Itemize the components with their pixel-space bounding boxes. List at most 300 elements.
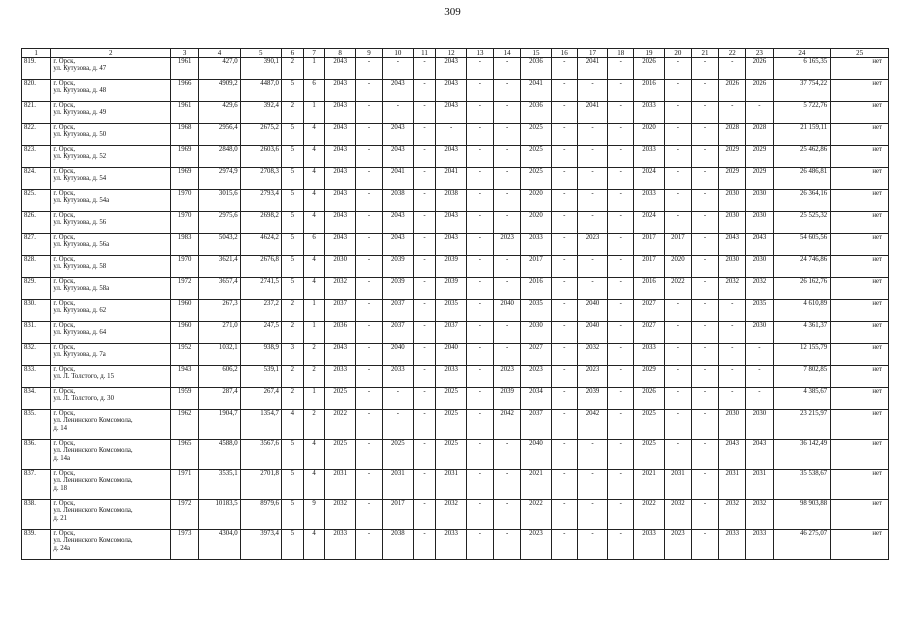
address-line: ул. Кутузова, д. 56 — [53, 219, 107, 227]
cell-col-11: - — [413, 102, 436, 124]
cell-col-22: 2032 — [719, 500, 746, 530]
cell-col-19: 2026 — [634, 58, 664, 80]
column-header-3: 3 — [171, 49, 199, 58]
row-number: 835. — [22, 410, 51, 440]
address-cell — [51, 168, 171, 190]
address-line: г. Орск, — [53, 124, 76, 131]
cell-col-25: нет — [831, 102, 889, 124]
cell-col-10: 2039 — [383, 256, 413, 278]
cell-col-6: 2 — [281, 322, 303, 344]
cell-col-23: 2030 — [746, 212, 773, 234]
address-cell — [51, 300, 171, 322]
cell-col-24: 36 142,49 — [773, 440, 831, 470]
column-header-23: 23 — [746, 49, 773, 58]
address-line: ул. Л. Толстого, д. 15 — [53, 373, 114, 381]
cell-col-13: - — [466, 234, 493, 256]
cell-col-23: 2043 — [746, 440, 773, 470]
address-line: г. Орск, — [53, 300, 76, 307]
cell-col-24: 4 385,67 — [773, 388, 831, 410]
cell-col-18: - — [608, 58, 634, 80]
cell-col-15: 2016 — [521, 278, 551, 300]
cell-col-15: 2037 — [521, 410, 551, 440]
cell-col-22: 2032 — [719, 278, 746, 300]
column-header-7: 7 — [303, 49, 325, 58]
cell-col-13: - — [466, 388, 493, 410]
cell-col-11: - — [413, 322, 436, 344]
cell-col-16: - — [551, 234, 577, 256]
cell-col-25: нет — [831, 410, 889, 440]
cell-col-14: - — [494, 190, 521, 212]
cell-col-3: 1971 — [171, 470, 199, 500]
cell-col-11: - — [413, 58, 436, 80]
cell-col-7: 2 — [303, 366, 325, 388]
cell-col-20: - — [664, 146, 691, 168]
address-line: г. Орск, — [53, 234, 76, 241]
address-line: ул. Кутузова, д. 54 — [53, 175, 107, 183]
cell-col-7: 1 — [303, 300, 325, 322]
address-cell — [51, 80, 171, 102]
cell-col-15: 2020 — [521, 212, 551, 234]
row-number: 832. — [22, 344, 51, 366]
cell-col-7: 4 — [303, 168, 325, 190]
cell-col-4: 2975,6 — [199, 212, 240, 234]
cell-col-10: 2043 — [383, 212, 413, 234]
cell-col-19: 2017 — [634, 256, 664, 278]
table-row — [22, 388, 889, 410]
cell-col-19: 2033 — [634, 344, 664, 366]
cell-col-6: 5 — [281, 256, 303, 278]
cell-col-19: 2016 — [634, 80, 664, 102]
cell-col-4: 427,0 — [199, 58, 240, 80]
column-header-16: 16 — [551, 49, 577, 58]
cell-col-10: 2043 — [383, 80, 413, 102]
cell-col-18: - — [608, 440, 634, 470]
cell-col-8: 2032 — [325, 500, 355, 530]
cell-col-8: 2022 — [325, 410, 355, 440]
address-line: ул. Кутузова, д. 58а — [53, 285, 110, 293]
cell-col-3: 1973 — [171, 530, 199, 560]
column-header-9: 9 — [355, 49, 382, 58]
cell-col-21: - — [691, 58, 718, 80]
cell-col-8: 2025 — [325, 440, 355, 470]
address-line: д. 21 — [53, 514, 68, 522]
cell-col-6: 2 — [281, 388, 303, 410]
cell-col-21: - — [691, 278, 718, 300]
cell-col-21: - — [691, 212, 718, 234]
cell-col-7: 2 — [303, 410, 325, 440]
cell-col-7: 6 — [303, 80, 325, 102]
cell-col-12: 2039 — [436, 278, 466, 300]
cell-col-24: 25 462,86 — [773, 146, 831, 168]
cell-col-25: нет — [831, 530, 889, 560]
cell-col-21: - — [691, 470, 718, 500]
cell-col-9: - — [355, 212, 382, 234]
column-header-20: 20 — [664, 49, 691, 58]
address-line: г. Орск, — [53, 440, 76, 447]
cell-col-4: 3621,4 — [199, 256, 240, 278]
cell-col-11: - — [413, 388, 436, 410]
cell-col-15: 2020 — [521, 190, 551, 212]
cell-col-11: - — [413, 256, 436, 278]
address-line: г. Орск, — [53, 278, 76, 285]
address-line: г. Орск, — [53, 344, 76, 351]
cell-col-4: 2974,9 — [199, 168, 240, 190]
cell-col-17: - — [577, 500, 607, 530]
column-header-17: 17 — [577, 49, 607, 58]
table-row — [22, 80, 889, 102]
cell-col-20: - — [664, 322, 691, 344]
cell-col-8: 2043 — [325, 190, 355, 212]
cell-col-21: - — [691, 80, 718, 102]
cell-col-13: - — [466, 322, 493, 344]
cell-col-16: - — [551, 322, 577, 344]
cell-col-6: 5 — [281, 278, 303, 300]
cell-col-25: нет — [831, 256, 889, 278]
cell-col-19: 2027 — [634, 300, 664, 322]
address-line: г. Орск, — [53, 322, 76, 329]
cell-col-8: 2031 — [325, 470, 355, 500]
cell-col-18: - — [608, 388, 634, 410]
cell-col-6: 5 — [281, 124, 303, 146]
cell-col-15: 2017 — [521, 256, 551, 278]
cell-col-20: 2023 — [664, 530, 691, 560]
cell-col-3: 1983 — [171, 234, 199, 256]
cell-col-18: - — [608, 80, 634, 102]
cell-col-20: - — [664, 190, 691, 212]
cell-col-7: 9 — [303, 500, 325, 530]
cell-col-23: 2030 — [746, 322, 773, 344]
cell-col-4: 4909,2 — [199, 80, 240, 102]
cell-col-13: - — [466, 256, 493, 278]
cell-col-25: нет — [831, 234, 889, 256]
cell-col-5: 2793,4 — [240, 190, 281, 212]
cell-col-5: 3973,4 — [240, 530, 281, 560]
cell-col-5: 390,1 — [240, 58, 281, 80]
cell-col-12: 2025 — [436, 388, 466, 410]
cell-col-10: 2025 — [383, 440, 413, 470]
cell-col-20: - — [664, 168, 691, 190]
cell-col-10: 2037 — [383, 322, 413, 344]
address-line: г. Орск, — [53, 256, 76, 263]
cell-col-20: - — [664, 388, 691, 410]
cell-col-12: 2040 — [436, 344, 466, 366]
cell-col-15: 2041 — [521, 80, 551, 102]
cell-col-18: - — [608, 322, 634, 344]
cell-col-21: - — [691, 168, 718, 190]
cell-col-11: - — [413, 440, 436, 470]
address-line: ул. Кутузова, д. 56а — [53, 241, 110, 249]
address-line: ул. Ленинского Комсомола, — [53, 537, 133, 545]
row-number: 837. — [22, 470, 51, 500]
cell-col-17: - — [577, 124, 607, 146]
address-cell — [51, 102, 171, 124]
column-header-25: 25 — [831, 49, 889, 58]
cell-col-24: 26 364,16 — [773, 190, 831, 212]
cell-col-20: - — [664, 80, 691, 102]
cell-col-10: - — [383, 58, 413, 80]
cell-col-11: - — [413, 146, 436, 168]
cell-col-25: нет — [831, 500, 889, 530]
address-line: ул. Кутузова, д. 58 — [53, 263, 107, 271]
cell-col-19: 2033 — [634, 102, 664, 124]
cell-col-21: - — [691, 146, 718, 168]
cell-col-16: - — [551, 530, 577, 560]
cell-col-24: 26 486,81 — [773, 168, 831, 190]
cell-col-14: - — [494, 470, 521, 500]
cell-col-11: - — [413, 300, 436, 322]
cell-col-17: 2040 — [577, 322, 607, 344]
cell-col-21: - — [691, 530, 718, 560]
cell-col-17: - — [577, 168, 607, 190]
cell-col-22: - — [719, 344, 746, 366]
cell-col-14: - — [494, 102, 521, 124]
cell-col-7: 1 — [303, 58, 325, 80]
cell-col-17: 2032 — [577, 344, 607, 366]
cell-col-8: 2043 — [325, 234, 355, 256]
cell-col-19: 2022 — [634, 500, 664, 530]
cell-col-4: 271,0 — [199, 322, 240, 344]
address-cell — [51, 322, 171, 344]
cell-col-15: 2040 — [521, 440, 551, 470]
header-row — [22, 49, 889, 58]
cell-col-9: - — [355, 102, 382, 124]
address-cell — [51, 58, 171, 80]
cell-col-14: - — [494, 440, 521, 470]
cell-col-22: 2026 — [719, 80, 746, 102]
cell-col-24: 12 155,79 — [773, 344, 831, 366]
cell-col-21: - — [691, 410, 718, 440]
cell-col-21: - — [691, 366, 718, 388]
cell-col-9: - — [355, 300, 382, 322]
address-line: д. 14 — [53, 424, 68, 432]
cell-col-3: 1966 — [171, 80, 199, 102]
column-header-22: 22 — [719, 49, 746, 58]
cell-col-3: 1972 — [171, 278, 199, 300]
cell-col-21: - — [691, 500, 718, 530]
cell-col-9: - — [355, 278, 382, 300]
address-line: г. Орск, — [53, 500, 76, 507]
cell-col-13: - — [466, 500, 493, 530]
cell-col-9: - — [355, 256, 382, 278]
cell-col-16: - — [551, 300, 577, 322]
row-number: 829. — [22, 278, 51, 300]
cell-col-3: 1952 — [171, 344, 199, 366]
cell-col-3: 1968 — [171, 124, 199, 146]
cell-col-24: 37 754,22 — [773, 80, 831, 102]
address-line: ул. Л. Толстого, д. 30 — [53, 395, 114, 403]
cell-col-22: 2030 — [719, 256, 746, 278]
cell-col-14: - — [494, 168, 521, 190]
cell-col-25: нет — [831, 212, 889, 234]
cell-col-17: - — [577, 212, 607, 234]
cell-col-21: - — [691, 440, 718, 470]
cell-col-7: 4 — [303, 440, 325, 470]
cell-col-3: 1969 — [171, 168, 199, 190]
cell-col-11: - — [413, 124, 436, 146]
cell-col-22: - — [719, 322, 746, 344]
cell-col-12: 2037 — [436, 322, 466, 344]
cell-col-20: 2020 — [664, 256, 691, 278]
cell-col-14: - — [494, 212, 521, 234]
cell-col-11: - — [413, 530, 436, 560]
cell-col-25: нет — [831, 146, 889, 168]
cell-col-6: 2 — [281, 366, 303, 388]
cell-col-18: - — [608, 344, 634, 366]
table-row — [22, 530, 889, 560]
cell-col-23: 2032 — [746, 500, 773, 530]
cell-col-7: 4 — [303, 256, 325, 278]
table-row — [22, 58, 889, 80]
table-row — [22, 190, 889, 212]
column-header-15: 15 — [521, 49, 551, 58]
cell-col-19: 2021 — [634, 470, 664, 500]
cell-col-4: 606,2 — [199, 366, 240, 388]
cell-col-23: 2028 — [746, 124, 773, 146]
cell-col-15: 2023 — [521, 366, 551, 388]
address-line: ул. Ленинского Комсомола, — [53, 507, 133, 515]
cell-col-23: 2029 — [746, 146, 773, 168]
cell-col-22: 2030 — [719, 410, 746, 440]
address-cell — [51, 344, 171, 366]
cell-col-15: 2035 — [521, 300, 551, 322]
cell-col-8: 2033 — [325, 366, 355, 388]
address-line: г. Орск, — [53, 530, 76, 537]
column-header-14: 14 — [494, 49, 521, 58]
cell-col-14: - — [494, 322, 521, 344]
cell-col-16: - — [551, 58, 577, 80]
column-header-10: 10 — [383, 49, 413, 58]
table-row — [22, 322, 889, 344]
cell-col-3: 1962 — [171, 410, 199, 440]
cell-col-23: 2026 — [746, 58, 773, 80]
cell-col-13: - — [466, 470, 493, 500]
cell-col-22: 2043 — [719, 440, 746, 470]
cell-col-16: - — [551, 470, 577, 500]
cell-col-3: 1970 — [171, 190, 199, 212]
cell-col-25: нет — [831, 124, 889, 146]
page-number: 309 — [444, 6, 461, 18]
cell-col-21: - — [691, 300, 718, 322]
cell-col-23: 2043 — [746, 234, 773, 256]
address-line: ул. Кутузова, д. 64 — [53, 329, 107, 337]
cell-col-21: - — [691, 190, 718, 212]
cell-col-15: 2034 — [521, 388, 551, 410]
cell-col-13: - — [466, 190, 493, 212]
address-line: ул. Кутузова, д. 7а — [53, 351, 106, 359]
cell-col-20: - — [664, 440, 691, 470]
table-body — [22, 58, 889, 560]
cell-col-12: 2043 — [436, 234, 466, 256]
cell-col-21: - — [691, 256, 718, 278]
cell-col-4: 267,3 — [199, 300, 240, 322]
cell-col-17: - — [577, 440, 607, 470]
cell-col-20: - — [664, 366, 691, 388]
cell-col-7: 4 — [303, 470, 325, 500]
cell-col-21: - — [691, 124, 718, 146]
cell-col-4: 287,4 — [199, 388, 240, 410]
cell-col-23: 2030 — [746, 256, 773, 278]
row-number: 826. — [22, 212, 51, 234]
cell-col-23: 2035 — [746, 300, 773, 322]
cell-col-11: - — [413, 410, 436, 440]
address-line: г. Орск, — [53, 146, 76, 153]
cell-col-16: - — [551, 190, 577, 212]
address-cell — [51, 366, 171, 388]
cell-col-14: 2042 — [494, 410, 521, 440]
cell-col-18: - — [608, 470, 634, 500]
address-cell — [51, 470, 171, 500]
cell-col-5: 539,1 — [240, 366, 281, 388]
cell-col-19: 2024 — [634, 168, 664, 190]
cell-col-3: 1961 — [171, 102, 199, 124]
cell-col-8: 2030 — [325, 256, 355, 278]
cell-col-12: 2039 — [436, 256, 466, 278]
row-number: 836. — [22, 440, 51, 470]
cell-col-8: 2043 — [325, 124, 355, 146]
cell-col-20: 2017 — [664, 234, 691, 256]
cell-col-14: 2023 — [494, 366, 521, 388]
cell-col-5: 2741,5 — [240, 278, 281, 300]
cell-col-15: 2027 — [521, 344, 551, 366]
cell-col-24: 6 165,35 — [773, 58, 831, 80]
cell-col-14: 2040 — [494, 300, 521, 322]
column-header-13: 13 — [466, 49, 493, 58]
column-header-2: 2 — [51, 49, 171, 58]
cell-col-17: - — [577, 278, 607, 300]
cell-col-14: - — [494, 80, 521, 102]
cell-col-23: - — [746, 388, 773, 410]
cell-col-4: 10183,5 — [199, 500, 240, 530]
table-row — [22, 278, 889, 300]
cell-col-7: 4 — [303, 124, 325, 146]
cell-col-25: нет — [831, 190, 889, 212]
cell-col-3: 1959 — [171, 388, 199, 410]
cell-col-6: 5 — [281, 234, 303, 256]
address-line: г. Орск, — [53, 168, 76, 175]
cell-col-9: - — [355, 440, 382, 470]
table-row — [22, 168, 889, 190]
cell-col-22: - — [719, 388, 746, 410]
cell-col-24: 7 802,85 — [773, 366, 831, 388]
row-number: 830. — [22, 300, 51, 322]
cell-col-14: - — [494, 256, 521, 278]
cell-col-10: - — [383, 410, 413, 440]
cell-col-3: 1960 — [171, 322, 199, 344]
row-number: 820. — [22, 80, 51, 102]
cell-col-16: - — [551, 344, 577, 366]
cell-col-12: 2043 — [436, 212, 466, 234]
cell-col-6: 5 — [281, 168, 303, 190]
cell-col-18: - — [608, 234, 634, 256]
cell-col-5: 2675,2 — [240, 124, 281, 146]
cell-col-18: - — [608, 410, 634, 440]
cell-col-9: - — [355, 124, 382, 146]
cell-col-4: 1032,1 — [199, 344, 240, 366]
table-row — [22, 440, 889, 470]
cell-col-8: 2043 — [325, 168, 355, 190]
cell-col-12: 2025 — [436, 410, 466, 440]
cell-col-23: 2030 — [746, 410, 773, 440]
cell-col-17: - — [577, 470, 607, 500]
table-row — [22, 124, 889, 146]
cell-col-24: 24 746,86 — [773, 256, 831, 278]
cell-col-20: - — [664, 212, 691, 234]
address-cell — [51, 234, 171, 256]
cell-col-13: - — [466, 124, 493, 146]
cell-col-11: - — [413, 500, 436, 530]
cell-col-6: 5 — [281, 146, 303, 168]
cell-col-23: 2029 — [746, 168, 773, 190]
